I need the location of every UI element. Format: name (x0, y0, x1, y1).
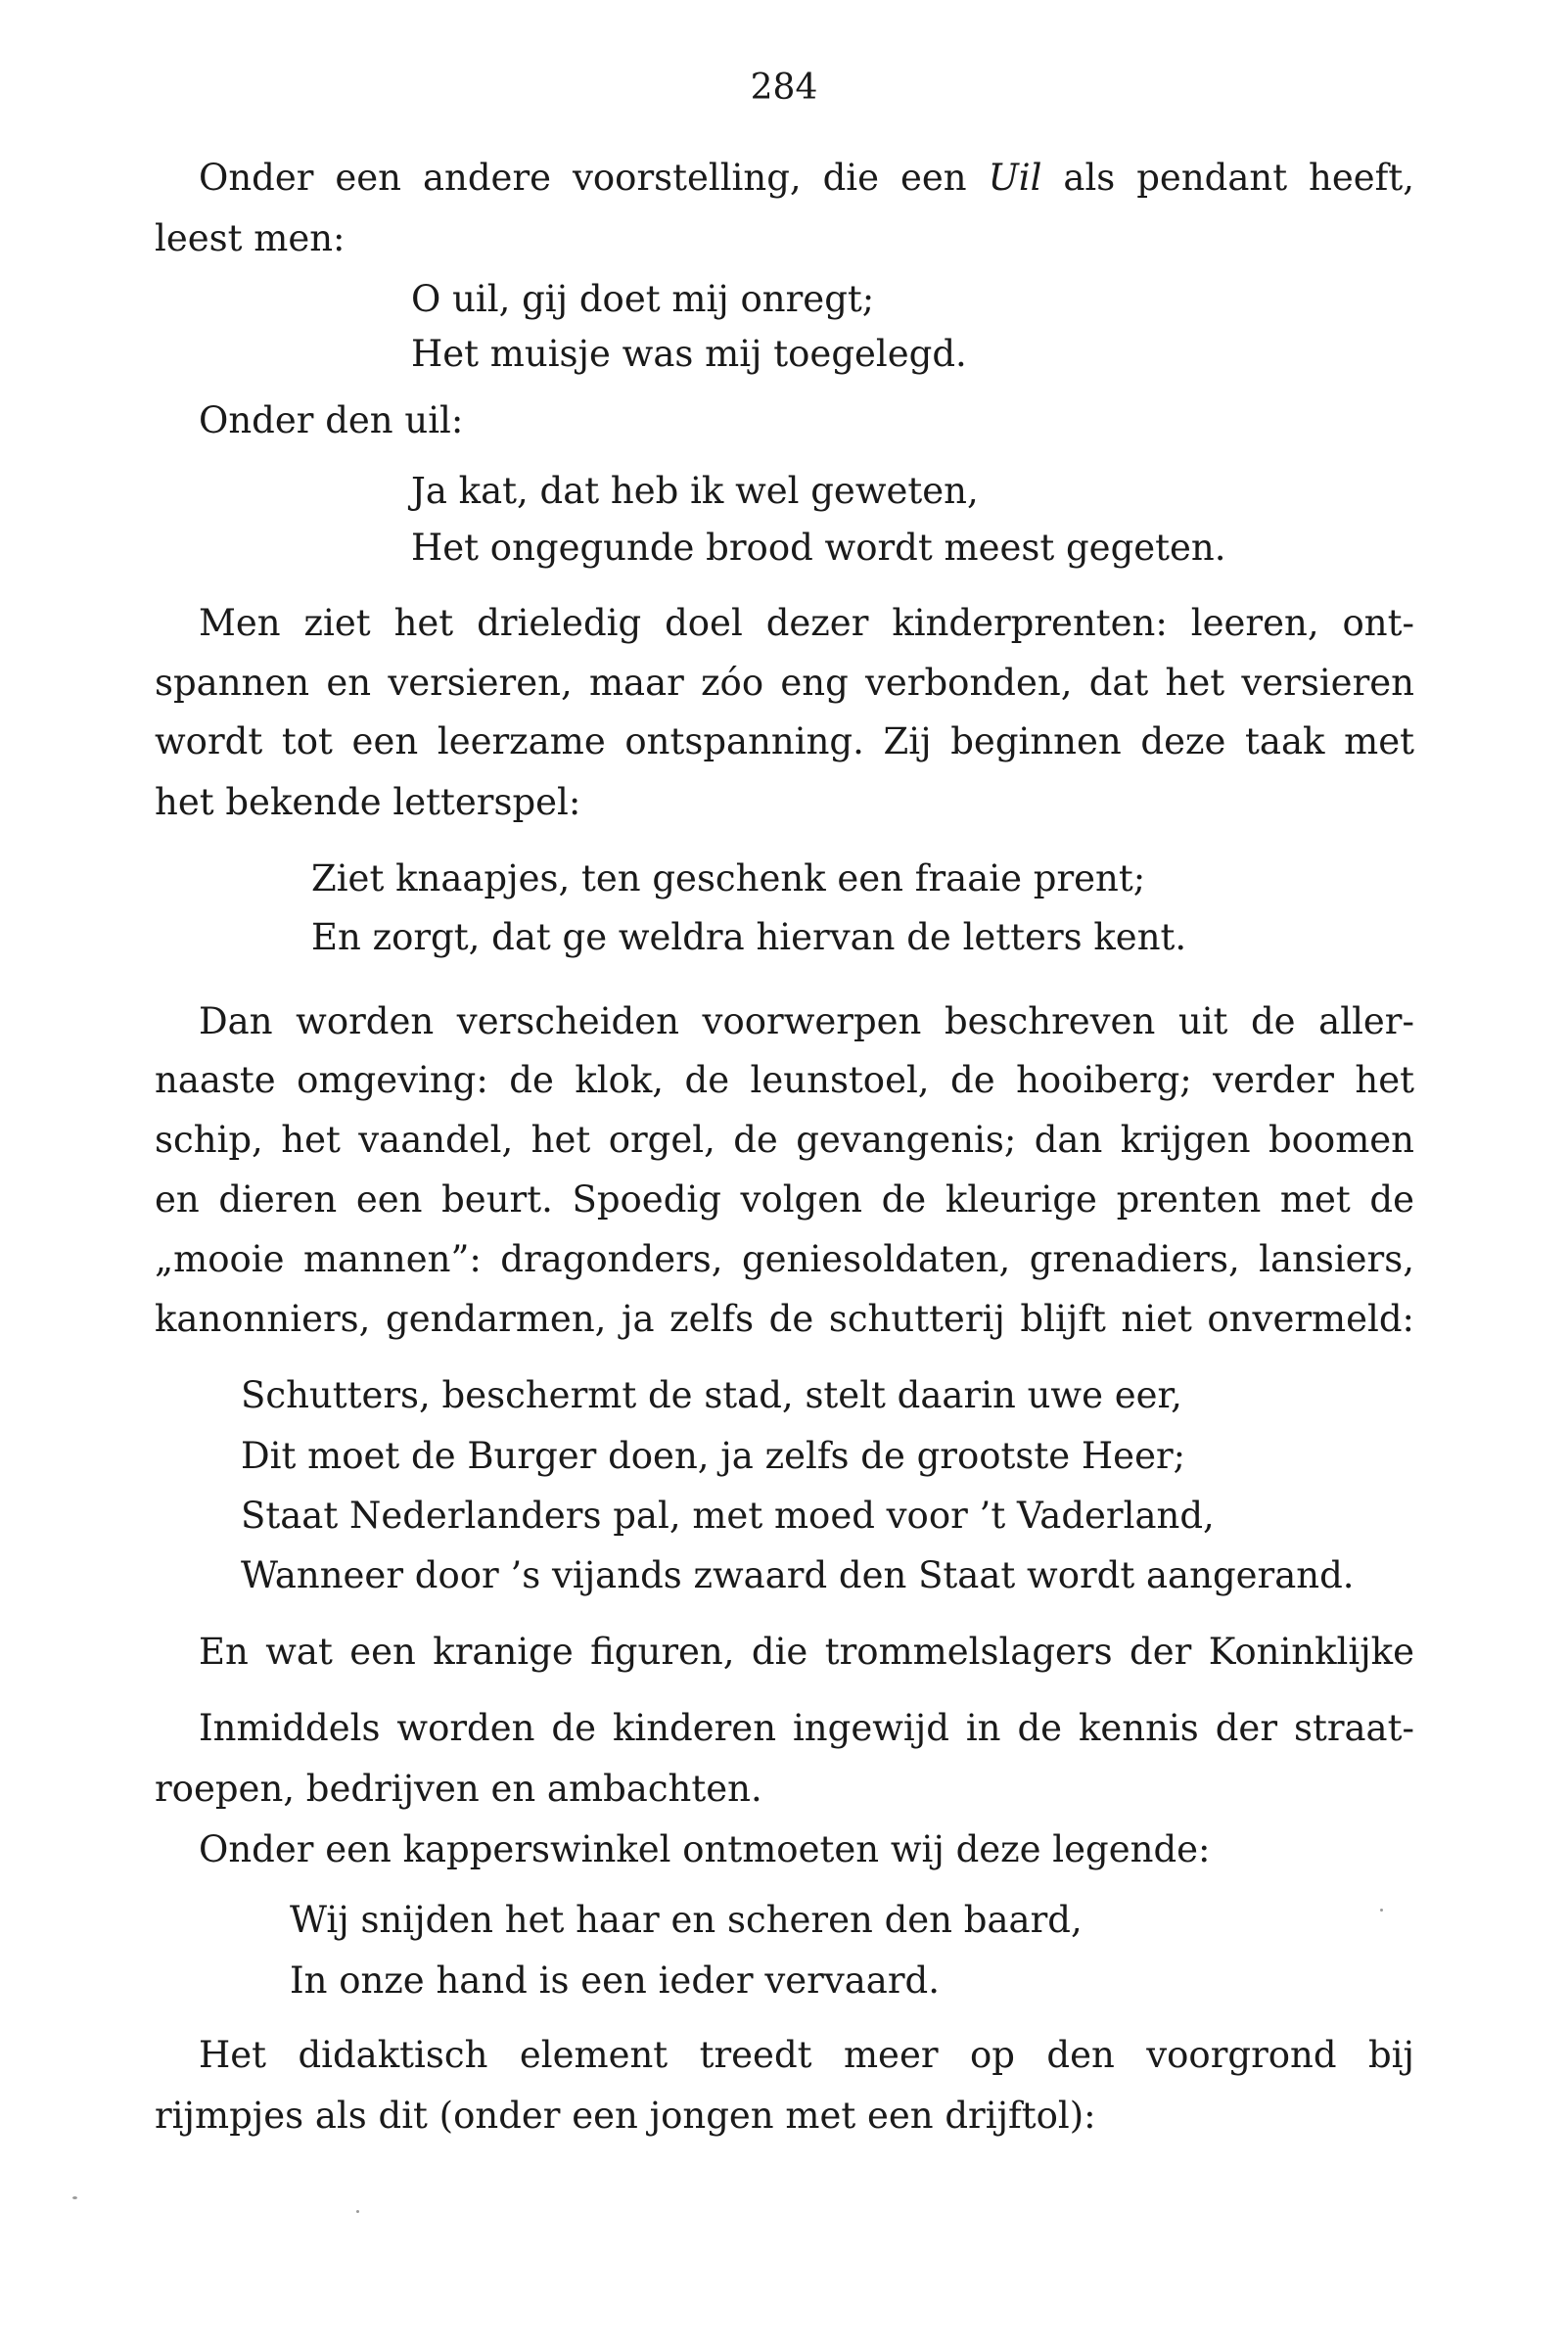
verse-line: En zorgt, dat ge weldra hiervan de letters kent. (311, 916, 1187, 958)
paragraph-line: Inmiddels worden de kinderen ingewijd in de kennis der straat- (199, 1707, 1414, 1749)
paragraph-line: Dan worden verscheiden voorwerpen beschreven uit de aller- (199, 1000, 1414, 1042)
scan-speck (72, 2196, 77, 2199)
paragraph-line: schip, het vaandel, het orgel, de gevangenis; dan krijgen boomen (155, 1119, 1414, 1161)
verse-line: Dit moet de Burger doen, ja zelfs de grootste Heer; (241, 1435, 1186, 1477)
page-number: 284 (750, 68, 818, 108)
verse-line: Ziet knaapjes, ten geschenk een fraaie prent; (311, 857, 1146, 899)
paragraph-line: rijmpjes als dit (onder een jongen met een drijftol): (155, 2095, 1096, 2137)
paragraph-line: naaste omgeving: de klok, de leunstoel, de hooiberg; verder het (155, 1059, 1414, 1101)
paragraph-line: „mooie mannen”: dragonders, geniesoldaten, grenadiers, lansiers, (155, 1238, 1414, 1280)
text-span: Onder een andere voorstelling, die een (199, 157, 989, 199)
verse-line: Het muisje was mij toegelegd. (411, 333, 967, 375)
paragraph-line: het bekende letterspel: (155, 781, 581, 823)
paragraph-line: Onder een kapperswinkel ontmoeten wij deze legende: (199, 1828, 1211, 1870)
verse-line: Staat Nederlanders pal, met moed voor ’t Vaderland, (241, 1495, 1215, 1537)
paragraph-line: wordt tot een leerzame ontspanning. Zij beginnen deze taak met (155, 720, 1414, 762)
paragraph-line: Het didaktisch element treedt meer op den voorgrond bij (199, 2034, 1414, 2076)
scan-speck (1380, 1909, 1383, 1912)
verse-line: O uil, gij doet mij onregt; (411, 278, 875, 320)
text-span: als pendant heeft, (1041, 157, 1414, 199)
verse-line: Wanneer door ’s vijands zwaard den Staat wordt aangerand. (241, 1554, 1355, 1596)
paragraph-line: Men ziet het drieledig doel dezer kinderprenten: leeren, ont- (199, 602, 1414, 644)
italic-word: Uil (988, 157, 1042, 199)
paragraph-line: en dieren een beurt. Spoedig volgen de kleurige prenten met de (155, 1178, 1414, 1221)
paragraph-line: spannen en versieren, maar zóo eng verbonden, dat het versieren (155, 662, 1414, 704)
scan-speck (356, 2210, 359, 2213)
paragraph-line: kanonniers, gendarmen, ja zelfs de schutterij blijft niet onvermeld: (155, 1298, 1414, 1340)
paragraph-line: roepen, bedrijven en ambachten. (155, 1768, 762, 1810)
verse-line: Ja kat, dat heb ik wel geweten, (411, 470, 979, 512)
verse-line: In onze hand is een ieder vervaard. (290, 1959, 940, 2002)
paragraph-line (199, 155, 1414, 202)
paragraph-line: leest men: (155, 217, 346, 259)
verse-line: Het ongegunde brood wordt meest gegeten. (411, 527, 1226, 569)
paragraph-line: En wat een kranige figuren, die trommelslagers der Koninklijke (199, 1631, 1414, 1673)
paragraph-line: Onder den uil: (199, 399, 464, 441)
verse-line: Schutters, beschermt de stad, stelt daarin uwe eer, (241, 1374, 1182, 1416)
verse-line: Wij snijden het haar en scheren den baard, (290, 1899, 1083, 1941)
